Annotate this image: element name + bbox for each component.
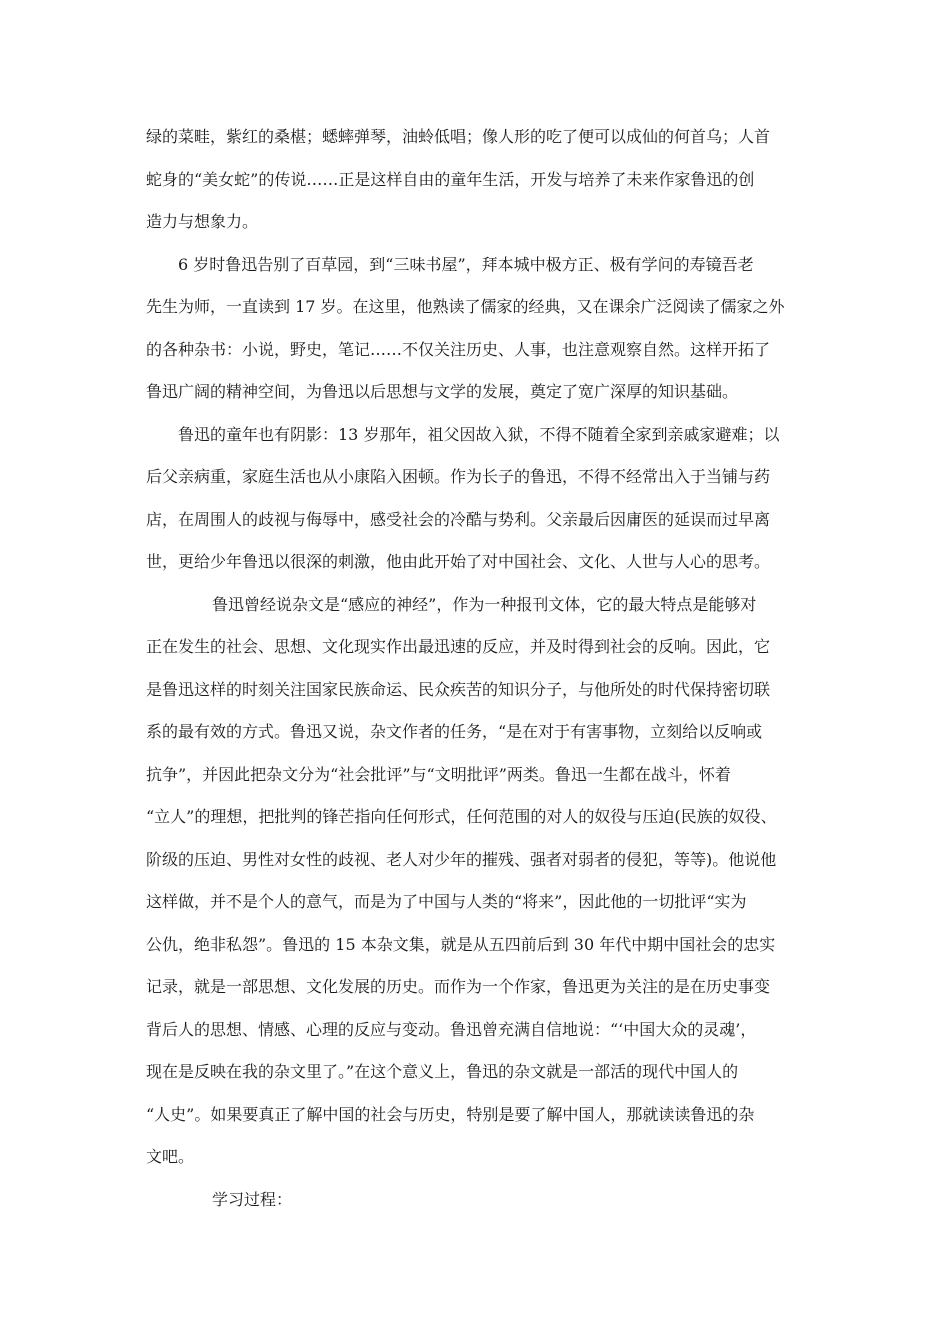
paragraph-4-line-14: 文吧。	[146, 1147, 195, 1166]
paragraph-4-line-5: 抗争”，并因此把杂文分为“社会批评”与“文明批评”两类。鲁迅一生都在战斗，怀着	[146, 765, 731, 784]
paragraph-4-line-8: 这样做，并不是个人的意气，而是为了中国与人类的“将来”，因此他的一切批评“实为	[146, 892, 747, 911]
paragraph-4-line-4: 系的最有效的方式。鲁迅又说，杂文作者的任务，“是在对于有害事物，立刻给以反响或	[146, 722, 763, 741]
paragraph-1-line-1: 绿的菜畦，紫红的桑椹；蟋蟀弹琴，油蛉低唱；像人形的吃了便可以成仙的何首乌；人首	[146, 127, 771, 146]
paragraph-4-line-2: 正在发生的社会、思想、文化现实作出最迅速的反应，并及时得到社会的反响。因此，它	[146, 637, 771, 656]
section-heading-study-process: 学习过程：	[212, 1190, 293, 1209]
paragraph-4-line-3: 是鲁迅这样的时刻关注国家民族命运、民众疾苦的知识分子，与他所处的时代保持密切联	[146, 680, 771, 699]
paragraph-3-line-3: 店，在周围人的歧视与侮辱中，感受社会的冷酷与势利。父亲最后因庸医的延误而过早离	[146, 510, 771, 529]
paragraph-3-line-2: 后父亲病重，家庭生活也从小康陷入困顿。作为长子的鲁迅，不得不经常出入于当铺与药	[146, 467, 771, 486]
paragraph-4-line-1: 鲁迅曾经说杂文是“感应的神经”，作为一种报刊文体，它的最大特点是能够对	[212, 595, 757, 614]
paragraph-2-line-2: 先生为师，一直读到 17 岁。在这里，他熟读了儒家的经典，又在课余广泛阅读了儒家之外	[146, 297, 785, 316]
paragraph-1-line-3: 造力与想象力。	[146, 212, 259, 231]
paragraph-2-line-3: 的各种杂书：小说，野史，笔记……不仅关注历史、人事，也注意观察自然。这样开拓了	[146, 340, 771, 359]
paragraph-4-line-10: 记录，就是一部思想、文化发展的历史。而作为一个作家，鲁迅更为关注的是在历史事变	[146, 977, 771, 996]
paragraph-3-line-4: 世，更给少年鲁迅以很深的刺激，他由此开始了对中国社会、文化、人世与人心的思考。	[146, 552, 771, 571]
paragraph-4-line-7: 阶级的压迫、男性对女性的歧视、老人对少年的摧残、强者对弱者的侵犯，等等)。他说他	[146, 850, 777, 869]
paragraph-4-line-6: “立人”的理想，把批判的锋芒指向任何形式，任何范围的对人的奴役与压迫(民族的奴役、	[146, 807, 777, 826]
paragraph-4-line-12: 现在是反映在我的杂文里了。”在这个意义上，鲁迅的杂文就是一部活的现代中国人的	[146, 1062, 739, 1081]
paragraph-2-line-1: 6 岁时鲁迅告别了百草园，到“三味书屋”，拜本城中极方正、极有学问的寿镜吾老	[178, 255, 754, 274]
paragraph-2-line-4: 鲁迅广阔的精神空间，为鲁迅以后思想与文学的发展，奠定了宽广深厚的知识基础。	[146, 382, 739, 401]
paragraph-3-line-1: 鲁迅的童年也有阴影：13 岁那年，祖父因故入狱，不得不随着全家到亲戚家避难；以	[178, 425, 780, 444]
paragraph-4-line-13: “人史”。如果要真正了解中国的社会与历史，特别是要了解中国人，那就读读鲁迅的杂	[146, 1105, 755, 1124]
paragraph-4-line-9: 公仇，绝非私怨”。鲁迅的 15 本杂文集，就是从五四前后到 30 年代中期中国社会的忠实	[146, 935, 776, 954]
paragraph-4-line-11: 背后人的思想、情感、心理的反应与变动。鲁迅曾充满自信地说：“‘中国大众的灵魂’，	[146, 1020, 757, 1039]
paragraph-1-line-2: 蛇身的“美女蛇”的传说……正是这样自由的童年生活，开发与培养了未来作家鲁迅的创	[146, 170, 755, 189]
